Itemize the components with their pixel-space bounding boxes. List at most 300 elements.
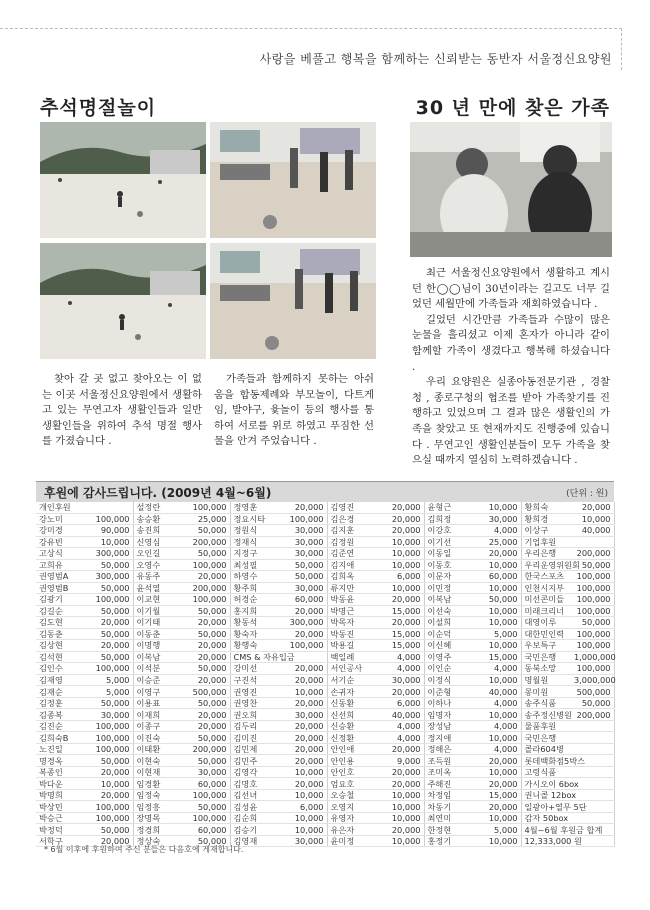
donor-amount: 30,000 [280, 548, 327, 560]
donor-amount: 30,000 [280, 582, 327, 594]
donor-amount: 50,000 [571, 617, 614, 629]
donor-amount [571, 720, 614, 732]
donor-name: 노진일 [36, 743, 86, 755]
donor-amount: 20,000 [280, 663, 327, 675]
donor-name: 동북소망 [521, 663, 571, 675]
donor-amount: 90,000 [86, 525, 133, 537]
donor-amount: 50,000 [183, 548, 230, 560]
story-paragraph: 최근 서울정신요양원에서 생활하고 계시던 한◯◯님이 30년이라는 길고도 너무 길었던 세월만에 가족들과 재회하였습니다 . [412, 267, 610, 311]
story-paragraph: 길었던 시간만큼 가족들과 수많이 많은 눈물을 흘리셨고 이제 혼자가 아니라 같이 함께할 가족이 생겼다고 행복해 하셨습니다 . [412, 313, 610, 373]
donor-amount: 100,000 [571, 605, 614, 617]
donor-name: 송주정신병원 [521, 709, 571, 721]
donor-name: 고령식품 [521, 766, 571, 778]
donor-name: 김두리 [230, 720, 280, 732]
header-dashed-line [0, 28, 622, 29]
left-caption-1: 찾아 갈 곳 없고 찾아오는 이 없는 이곳 서울정신요양원에서 생활하고 있는 무연고자 생활인들과 일반 생활인들을 위하여 추석 명절 행사를 가졌습니다 . [42, 373, 202, 447]
donor-name: 송진희 [133, 525, 183, 537]
donor-name: 서인공사 [327, 663, 377, 675]
photo-family-reunion [410, 122, 612, 257]
right-article-title: 30 년 만에 찾은 가족 [415, 97, 610, 119]
donor-amount: 50,000 [183, 628, 230, 640]
donor-amount: 20,000 [86, 617, 133, 629]
thanks-header-bar [36, 481, 614, 502]
donor-name: 정지애 [424, 732, 474, 744]
donor-amount: 5,000 [86, 686, 133, 698]
donor-name: 강미선 [230, 663, 280, 675]
donor-name: 한국스포츠 [521, 571, 571, 583]
donor-amount: 20,000 [377, 513, 424, 525]
donor-name: 윤형근 [424, 502, 474, 513]
donor-amount: 100,000 [571, 640, 614, 652]
donor-name: 4월~6월 후원금 합계 [521, 824, 571, 836]
table-row [36, 812, 614, 824]
donor-amount: 20,000 [183, 651, 230, 663]
donor-name: 김영재 [230, 835, 280, 847]
donor-name: 조득원 [424, 755, 474, 767]
donor-name: 신영심 [133, 536, 183, 548]
donor-name: 정상숙 [133, 835, 183, 847]
donor-amount: 20,000 [474, 548, 521, 560]
donor-amount: 500,000 [571, 686, 614, 698]
donor-name: 이복남 [133, 651, 183, 663]
donor-amount: 20,000 [280, 605, 327, 617]
donor-name: 강미경 [36, 525, 86, 537]
donor-name: 신정환 [327, 732, 377, 744]
donor-amount: 20,000 [280, 720, 327, 732]
donor-name: 이교현 [133, 594, 183, 606]
donor-amount: 100,000 [86, 743, 133, 755]
donor-name: 박다운 [36, 778, 86, 790]
donor-amount: 20,000 [86, 766, 133, 778]
donor-amount: 50,000 [183, 605, 230, 617]
donor-name: 김민주 [230, 755, 280, 767]
donor-name: 이영구 [133, 686, 183, 698]
left-caption-2: 가족들과 함께하지 못하는 아쉬움을 합동제례와 부모놀이, 다트게임, 발야구, 윷놀이 등의 행사를 통하여 서로를 위로 하였고 푸짐한 선물을 안겨 주었습니다 . [214, 373, 374, 447]
donor-name: 대한민인력 [521, 628, 571, 640]
donor-amount: 10,000 [377, 801, 424, 813]
donor-amount: 50,000 [183, 663, 230, 675]
donor-name: 미래크리너 [521, 605, 571, 617]
donor-name: 한정현 [424, 824, 474, 836]
donor-name: 신선희 [327, 709, 377, 721]
donor-name: 김상현 [36, 640, 86, 652]
donor-amount: 30,000 [474, 513, 521, 525]
donor-name: 오승철 [327, 789, 377, 801]
donor-amount: 10,000 [474, 605, 521, 617]
donor-name: 홍정기 [424, 835, 474, 847]
table-row [36, 605, 614, 617]
donor-amount [571, 789, 614, 801]
donor-name: 이준형 [424, 686, 474, 698]
donor-name: 미선콘미들 [521, 594, 571, 606]
donor-amount [86, 502, 133, 513]
left-article-title: 추석명절놀이 [40, 97, 157, 119]
donor-amount: 10,000 [280, 824, 327, 836]
donor-amount: 20,000 [183, 720, 230, 732]
donor-name: 오영지 [327, 801, 377, 813]
donor-amount: 6,000 [377, 697, 424, 709]
donor-amount: 10,000 [377, 559, 424, 571]
donor-name: 몽미원 [521, 686, 571, 698]
donor-amount: 50,000 [183, 801, 230, 813]
donor-name: 정원식 [230, 525, 280, 537]
donor-name: 명경옥 [36, 755, 86, 767]
donor-amount: 20,000 [280, 502, 327, 513]
donor-name: 이동춘 [133, 628, 183, 640]
donor-amount: 50,000 [474, 594, 521, 606]
donor-name: 김미진 [230, 732, 280, 744]
donor-amount: 300,000 [280, 617, 327, 629]
donor-name: 김석현 [36, 651, 86, 663]
donor-name: 김지훈 [327, 525, 377, 537]
donor-amount: 10,000 [280, 766, 327, 778]
donor-name: 김민제 [230, 743, 280, 755]
donor-name: 박정덕 [36, 824, 86, 836]
donor-amount: 4,000 [474, 720, 521, 732]
donor-name: 구진석 [230, 674, 280, 686]
donor-name: 이현숙 [133, 755, 183, 767]
table-row [36, 778, 614, 790]
table-row [36, 525, 614, 537]
donor-name: 홍지희 [230, 605, 280, 617]
donor-amount: 100,000 [571, 663, 614, 675]
donor-amount: 300,000 [86, 571, 133, 583]
donor-name: 롯데백화점5박스 [521, 755, 571, 767]
donor-name: 인천시지부 [521, 582, 571, 594]
donor-amount: 10,000 [474, 674, 521, 686]
donor-name: 임경환 [133, 778, 183, 790]
donor-amount: 20,000 [377, 766, 424, 778]
donor-amount: 100,000 [183, 812, 230, 824]
donor-amount: 100,000 [183, 559, 230, 571]
table-row [36, 594, 614, 606]
donor-amount: 20,000 [183, 640, 230, 652]
donor-amount: 20,000 [280, 778, 327, 790]
donor-amount: 200,000 [183, 536, 230, 548]
table-row [36, 824, 614, 836]
donor-amount: 20,000 [86, 835, 133, 847]
donor-amount: 40,000 [571, 525, 614, 537]
donor-name: 이승준 [133, 674, 183, 686]
donor-amount: 20,000 [183, 709, 230, 721]
table-row [36, 559, 614, 571]
donor-amount: 50,000 [280, 559, 327, 571]
donor-name: 이태환 [133, 743, 183, 755]
table-row [36, 801, 614, 813]
donor-name: 국민은행 [521, 732, 571, 744]
donor-name: 이하나 [424, 697, 474, 709]
donor-amount: 40,000 [474, 686, 521, 698]
donor-name: 물품후원 [521, 720, 571, 732]
donor-amount: 30,000 [280, 835, 327, 847]
donor-name: 우보특구 [521, 640, 571, 652]
donor-amount: 6,000 [377, 571, 424, 583]
table-row [36, 743, 614, 755]
donor-name: 이용표 [133, 697, 183, 709]
donor-name: 황숙자 [230, 628, 280, 640]
photo-indoor-game-1 [210, 122, 376, 238]
donor-name: 안인애 [327, 743, 377, 755]
thanks-title: 후원에 감사드립니다. (2009년 4월~6월) [44, 486, 272, 500]
donor-amount: 100,000 [86, 663, 133, 675]
table-row [36, 766, 614, 778]
donor-name: 송승환 [133, 513, 183, 525]
donor-amount: 4,000 [377, 732, 424, 744]
donor-name: 이기태 [133, 617, 183, 629]
donor-name: 신승환 [327, 720, 377, 732]
donor-amount: 30,000 [183, 766, 230, 778]
unit-label: (단위 : 원) [566, 489, 608, 499]
donor-name: 가시오이 6box [521, 778, 571, 790]
donor-amount: 4,000 [474, 697, 521, 709]
donor-name: 김희숙B [36, 732, 86, 744]
donor-name: 최성필 [230, 559, 280, 571]
donor-name: 박동윤 [327, 594, 377, 606]
donor-amount: 15,000 [377, 640, 424, 652]
donor-name: 김길순 [36, 605, 86, 617]
donor-amount: 100,000 [280, 640, 327, 652]
donor-name: 서학구 [36, 835, 86, 847]
donor-amount [571, 536, 614, 548]
donor-amount: 100,000 [571, 582, 614, 594]
donor-amount: 20,000 [474, 801, 521, 813]
donor-name: 감자 50box [521, 812, 571, 824]
donor-amount: 20,000 [377, 525, 424, 537]
donor-amount: 50,000 [183, 755, 230, 767]
table-row [36, 674, 614, 686]
donor-amount: 100,000 [571, 628, 614, 640]
donor-amount: 60,000 [280, 594, 327, 606]
donor-name: 권니콜 12box [521, 789, 571, 801]
donor-amount: 100,000 [571, 571, 614, 583]
donor-name: 강노미 [36, 513, 86, 525]
donor-name: 이복남 [424, 594, 474, 606]
donor-amount: 30,000 [280, 709, 327, 721]
donor-amount: 20,000 [377, 594, 424, 606]
donor-amount: 10,000 [280, 686, 327, 698]
donor-name: 차동기 [424, 801, 474, 813]
donor-name: 박용길 [327, 640, 377, 652]
donor-amount: 10,000 [377, 548, 424, 560]
donor-amount: 20,000 [86, 640, 133, 652]
donor-name: 김승기 [230, 824, 280, 836]
donor-amount: 15,000 [377, 605, 424, 617]
donor-table [36, 502, 615, 847]
donor-amount: 10,000 [377, 812, 424, 824]
donor-name: 김재순 [36, 686, 86, 698]
donor-name: 정영훈 [230, 502, 280, 513]
donor-amount: 10,000 [474, 582, 521, 594]
donor-amount [571, 812, 614, 824]
donor-name: 박동진 [327, 628, 377, 640]
table-row [36, 789, 614, 801]
donor-amount: 50,000 [86, 697, 133, 709]
donor-amount: 50,000 [86, 628, 133, 640]
donor-name: 오인길 [133, 548, 183, 560]
donor-name: 엄요호 [327, 778, 377, 790]
donor-name: 안인호 [327, 766, 377, 778]
donor-amount: 10,000 [571, 513, 614, 525]
donor-amount: 10,000 [377, 536, 424, 548]
donor-amount: 15,000 [474, 789, 521, 801]
donor-amount: 200,000 [571, 709, 614, 721]
donor-name: CMS & 자유입금 [230, 651, 280, 663]
donor-name: 김정원 [327, 536, 377, 548]
donor-name: 김광기 [36, 594, 86, 606]
donor-amount: 50,000 [86, 651, 133, 663]
donor-amount [571, 743, 614, 755]
donor-name: 박명근 [327, 605, 377, 617]
donor-name: 서기순 [327, 674, 377, 686]
donor-name: 이석분 [133, 663, 183, 675]
donor-name: 김인수 [36, 663, 86, 675]
donor-amount: 50,000 [86, 755, 133, 767]
donor-name: 콜라604병 [521, 743, 571, 755]
donor-amount: 10,000 [377, 835, 424, 847]
donor-name: 정경희 [133, 824, 183, 836]
table-row [36, 571, 614, 583]
donor-amount: 50,000 [571, 559, 614, 571]
donor-name: 김명호 [230, 778, 280, 790]
donor-name: 손귀자 [327, 686, 377, 698]
donor-name: 이동일 [424, 548, 474, 560]
donor-amount: 100,000 [86, 801, 133, 813]
header-dashed-corner [621, 28, 622, 70]
donor-name: 김영진 [327, 502, 377, 513]
donor-amount: 10,000 [474, 709, 521, 721]
donor-name: 국민은행 [521, 651, 571, 663]
donor-amount: 60,000 [474, 571, 521, 583]
donor-name: 이재희 [133, 709, 183, 721]
table-row [36, 732, 614, 744]
donor-name: 임정흥 [133, 801, 183, 813]
table-row [36, 686, 614, 698]
donor-name: 임정숙 [133, 789, 183, 801]
donor-name: 오영수 [133, 559, 183, 571]
donor-amount: 20,000 [377, 502, 424, 513]
table-row [36, 640, 614, 652]
table-row [36, 502, 614, 513]
donor-amount: 10,000 [474, 812, 521, 824]
donor-amount: 10,000 [377, 582, 424, 594]
donor-amount: 3,000,000 [571, 674, 614, 686]
donor-name: 개인후원 [36, 502, 86, 513]
donor-amount: 5,000 [86, 674, 133, 686]
donor-name: 이신혜 [424, 640, 474, 652]
header-slogan: 사랑을 베풀고 행복을 함께하는 신뢰받는 동반자 서울정신요양원 [259, 52, 612, 66]
donor-amount: 20,000 [280, 732, 327, 744]
donor-name: 류지만 [327, 582, 377, 594]
donor-amount: 50,000 [571, 697, 614, 709]
donor-name: 이설희 [424, 617, 474, 629]
donor-name: 윤미정 [327, 835, 377, 847]
donor-amount [571, 732, 614, 744]
donor-amount: 50,000 [86, 605, 133, 617]
table-row [36, 617, 614, 629]
donor-name: 설정란 [133, 502, 183, 513]
table-row [36, 755, 614, 767]
donor-amount: 100,000 [280, 513, 327, 525]
donor-name: 유영자 [327, 812, 377, 824]
donor-name: 이명행 [133, 640, 183, 652]
donor-name: 차정임 [424, 789, 474, 801]
donor-amount: 20,000 [377, 743, 424, 755]
donor-name: 조미옥 [424, 766, 474, 778]
donor-name: 김은경 [327, 513, 377, 525]
donor-name: 지정구 [230, 548, 280, 560]
donor-name: 임명자 [424, 709, 474, 721]
donor-amount: 50,000 [183, 732, 230, 744]
donor-amount: 6,000 [280, 801, 327, 813]
donor-name: 황희경 [521, 513, 571, 525]
donor-name: 김지애 [327, 559, 377, 571]
donor-name: 장명목 [133, 812, 183, 824]
donor-name: 김준연 [327, 548, 377, 560]
donor-name: 이정식 [424, 674, 474, 686]
donor-name: 권영범B [36, 582, 86, 594]
donor-name: 유은자 [327, 824, 377, 836]
donor-name: 황희숙 [521, 502, 571, 513]
donor-name: 안인용 [327, 755, 377, 767]
donor-name: 이민정 [424, 582, 474, 594]
donor-amount: 40,000 [377, 709, 424, 721]
table-row [36, 663, 614, 675]
donor-amount: 10,000 [377, 789, 424, 801]
table-row [36, 536, 614, 548]
donor-amount: 100,000 [86, 720, 133, 732]
donor-name: 이기선 [424, 536, 474, 548]
donor-amount: 100,000 [183, 789, 230, 801]
donor-amount: 20,000 [571, 502, 614, 513]
donor-name: 박목자 [327, 617, 377, 629]
donor-amount: 4,000 [474, 743, 521, 755]
donor-amount: 20,000 [280, 697, 327, 709]
donor-amount: 500,000 [183, 686, 230, 698]
donor-amount: 20,000 [183, 617, 230, 629]
donor-amount: 10,000 [474, 559, 521, 571]
donor-name: 김선녀 [230, 789, 280, 801]
donor-name: 김순희 [230, 812, 280, 824]
table-row [36, 697, 614, 709]
donor-name: 박명희 [36, 789, 86, 801]
donor-amount: 4,000 [474, 663, 521, 675]
donor-amount: 4,000 [377, 663, 424, 675]
table-row [36, 513, 614, 525]
donor-amount: 20,000 [183, 571, 230, 583]
donor-amount: 1,000,000 [571, 651, 614, 663]
photo-field-game-2 [40, 243, 206, 359]
donor-name: 김성윤 [230, 801, 280, 813]
donor-amount [571, 766, 614, 778]
donor-name: 이기월 [133, 605, 183, 617]
donor-amount: 30,000 [280, 525, 327, 537]
donor-amount: 4,000 [377, 651, 424, 663]
donor-name: 백일례 [327, 651, 377, 663]
table-row [36, 582, 614, 594]
donor-name: 12,333,000 원 [521, 835, 571, 847]
donor-name: 우리운영위원회 [521, 559, 571, 571]
donor-amount: 15,000 [377, 628, 424, 640]
donor-name: 주해진 [424, 778, 474, 790]
donor-amount: 20,000 [280, 674, 327, 686]
donor-amount: 5,000 [474, 824, 521, 836]
donor-amount: 50,000 [183, 697, 230, 709]
donor-name: 황주희 [230, 582, 280, 594]
donor-amount: 60,000 [183, 824, 230, 836]
donor-name: 권영진 [230, 686, 280, 698]
donor-amount: 4,000 [474, 525, 521, 537]
donor-name: 박승근 [36, 812, 86, 824]
